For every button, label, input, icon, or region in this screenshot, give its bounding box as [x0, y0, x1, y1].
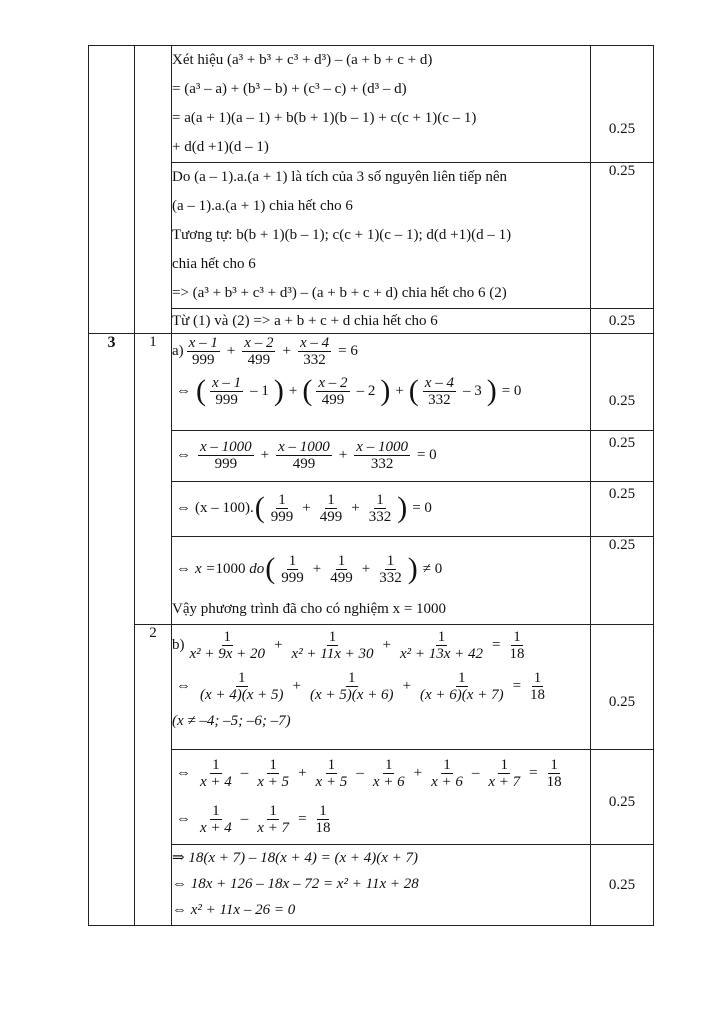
text-line: (a – 1).a.(a + 1) chia hết cho 6: [172, 198, 353, 214]
text-line: Từ (1) và (2) => a + b + c + d chia hết cho 6: [172, 313, 438, 329]
score-cell: 0.25: [591, 845, 654, 926]
text-line: + d(d +1)(d – 1): [172, 139, 269, 155]
text-line: Xét hiệu (a³ + b³ + c³ + d³) – (a + b + c + d): [172, 52, 433, 68]
content-cell: [172, 46, 591, 163]
table-row: [89, 625, 654, 750]
content-cell: [172, 750, 591, 845]
table-row: [89, 309, 654, 334]
score-cell: 0.25: [591, 163, 654, 309]
score-cell: 0.25: [591, 750, 654, 845]
score-cell: 0.25: [591, 625, 654, 750]
table-row: [89, 334, 654, 431]
text-line: chia hết cho 6: [172, 256, 256, 272]
content-cell: [172, 482, 591, 537]
math-line: a) $\frac{x - 1}{999}$ + $\frac{x - 2}{499}$ + $\frac{x - 4}{332}$ = 6: [172, 334, 358, 368]
table-row: [89, 46, 654, 163]
score-cell: 0.25: [591, 537, 654, 625]
content-cell: [172, 625, 591, 750]
math-line: ⇔ $\frac{1}{x + 4}$ – $\frac{1}{x + 7}$ = $\frac{1}{18}$: [176, 802, 331, 836]
score-cell: 0.25: [591, 334, 654, 431]
content-cell: [172, 309, 591, 334]
text-line: Do (a – 1).a.(a + 1) là tích của 3 số nguyên liên tiếp nên: [172, 169, 508, 185]
table-row: [89, 431, 654, 482]
score-cell: 0.25: [591, 309, 654, 334]
math-line: ⇔ x² + 11x – 26 = 0: [172, 902, 296, 918]
math-line: ⇔ x = 1000 do ( $\frac{1}{999}$ + $\frac{1}{499}$ + $\frac{1}{332}$ ) ≠ 0: [176, 552, 443, 586]
content-cell: [172, 537, 591, 625]
text-line: = a(a + 1)(a – 1) + b(b + 1)(b – 1) + c(c + 1)(c – 1): [172, 110, 477, 126]
text-line: = (a³ – a) + (b³ – b) + (c³ – c) + (d³ – d): [172, 81, 407, 97]
math-line: ⇒ 18(x + 7) – 18(x + 4) = (x + 4)(x + 7): [172, 850, 419, 866]
answer-table: [88, 45, 654, 926]
math-line: ⇔ (x – 100). ( $\frac{1}{999}$ + $\frac{1}{499}$ + $\frac{1}{332}$ ) = 0: [176, 491, 432, 525]
table-row: [89, 845, 654, 926]
item-prefix: a): [172, 342, 184, 359]
table-row: [89, 537, 654, 625]
math-line: ⇔ $\frac{1}{(x + 4)(x + 5)}$ + $\frac{1}{(x + 5)(x + 6)}$ + $\frac{1}{(x + 6)(x + 7)}$ = $\frac{1}{18}$: [176, 669, 546, 703]
content-cell: [172, 431, 591, 482]
score-cell: 0.25: [591, 46, 654, 163]
table-row: [89, 750, 654, 845]
score-cell: 0.25: [591, 431, 654, 482]
table-row: [89, 482, 654, 537]
section-cell-empty: [89, 46, 135, 334]
text-line: => (a³ + b³ + c³ + d³) – (a + b + c + d) chia hết cho 6 (2): [172, 285, 507, 301]
part-number: 1: [135, 334, 172, 625]
math-line: ⇔ ( $\frac{x - 1}{999}$ – 1 ) + ( $\frac{x - 2}{499}$ – 2 ) + ( $\frac{x - 4}{332}$ – 3 ) = 0: [176, 374, 522, 408]
text-line: Tương tự: b(b + 1)(b – 1); c(c + 1)(c – 1); d(d +1)(d – 1): [172, 227, 512, 243]
item-prefix: b): [172, 636, 185, 653]
content-cell: [172, 334, 591, 431]
section-number: 3: [89, 334, 135, 926]
part-number: 2: [135, 625, 172, 926]
content-cell: [172, 163, 591, 309]
table-row: [89, 163, 654, 309]
conclusion-text: Vậy phương trình đã cho có nghiệm x = 1000: [172, 601, 447, 617]
math-line: ⇔ $\frac{x - 1000}{999}$ + $\frac{x - 1000}{499}$ + $\frac{x - 1000}{332}$ = 0: [176, 438, 437, 472]
math-line: b) $\frac{1}{\text{x² + 9x + 20}}$ + $\frac{1}{\text{x² + 11x + 30}}$ + $\frac{1}{\text{x² + 13x + 42}}$ = $\frac{1}{18}$: [172, 628, 525, 662]
part-cell-empty: [135, 46, 172, 334]
condition-text: (x ≠ –4; –5; –6; –7): [172, 713, 291, 729]
content-cell: [172, 845, 591, 926]
score-cell: 0.25: [591, 482, 654, 537]
math-line: ⇔ $\frac{1}{x + 4}$ – $\frac{1}{x + 5}$ + $\frac{1}{x + 5}$ – $\frac{1}{x + 6}$ + $\frac{1}{x + 6}$ – $\frac{1}{x + 7}$ = $\frac{1}{18}$: [176, 756, 562, 790]
math-line: ⇔ 18x + 126 – 18x – 72 = x² + 11x + 28: [172, 876, 419, 892]
